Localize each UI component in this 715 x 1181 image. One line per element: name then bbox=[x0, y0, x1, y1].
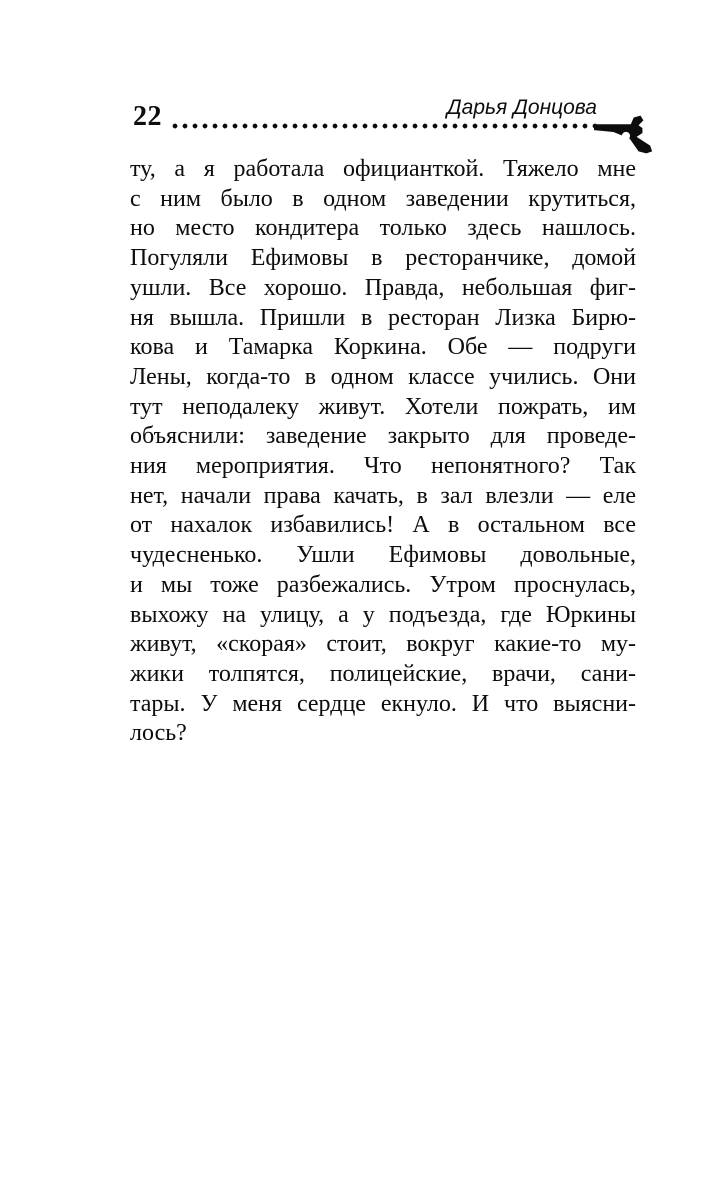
dotted-rule bbox=[170, 121, 598, 131]
text-line: ния мероприятия. Что непонятного? Так bbox=[130, 453, 636, 480]
text-line: лось? bbox=[130, 720, 187, 747]
text-line: выхожу на улицу, а у подъезда, где Юркины bbox=[130, 601, 636, 628]
text-line: живут, «скорая» стоит, вокруг какие-то му- bbox=[130, 631, 636, 658]
page-body bbox=[130, 155, 636, 749]
text-line: от нахалок избавились! А в остальном все bbox=[130, 512, 636, 539]
text-line: нет, начали права качать, в зал влезли — еле bbox=[130, 482, 636, 509]
text-line: ня вышла. Пришли в ресторан Лизка Бирю- bbox=[130, 304, 636, 331]
revolver-icon bbox=[594, 112, 656, 154]
text-line: жики толпятся, полицейские, врачи, сани- bbox=[130, 660, 636, 687]
text-line: с ним было в одном заведении крутиться, bbox=[130, 185, 636, 212]
text-line: ту, а я работала официанткой. Тяжело мне bbox=[130, 156, 636, 182]
text-line: но место кондитера только здесь нашлось. bbox=[130, 215, 636, 242]
text-line: чудесненько. Ушли Ефимовы довольные, bbox=[130, 542, 636, 569]
page-number: 22 bbox=[133, 101, 162, 132]
author-name: Дарья Донцова bbox=[446, 96, 597, 119]
text-line: тары. У меня сердце екнуло. И что выясни- bbox=[130, 690, 636, 717]
text-line: и мы тоже разбежались. Утром проснулась, bbox=[130, 571, 636, 598]
text-line: Погуляли Ефимовы в ресторанчике, домой bbox=[130, 245, 636, 272]
text-line: тут неподалеку живут. Хотели пожрать, им bbox=[130, 393, 636, 420]
text-line: ушли. Все хорошо. Правда, небольшая фиг- bbox=[130, 274, 636, 301]
text-line: объяснили: заведение закрыто для проведе- bbox=[130, 423, 636, 450]
text-line: кова и Тамарка Коркина. Обе — подруги bbox=[130, 334, 636, 361]
text-line: Лены, когда-то в одном классе учились. Они bbox=[130, 363, 636, 390]
